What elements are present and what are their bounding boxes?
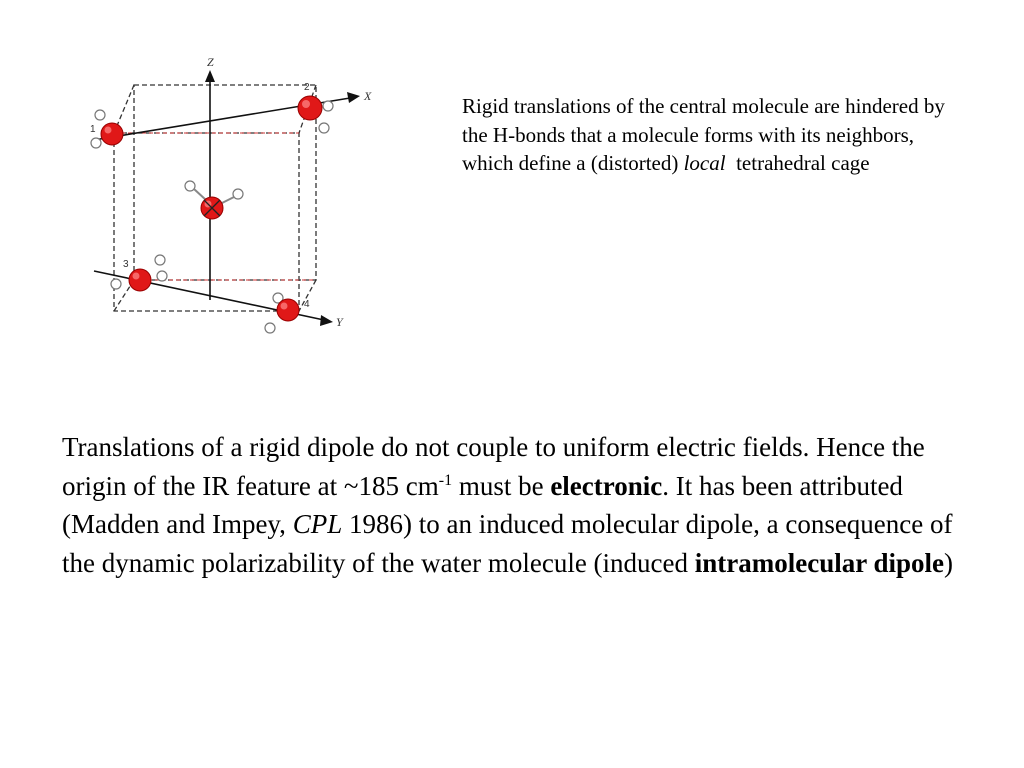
body-text-5: ) bbox=[944, 547, 954, 578]
x-axis bbox=[94, 89, 372, 140]
italic-cpl: CPL bbox=[292, 509, 343, 539]
body-text-2: must be bbox=[452, 470, 551, 501]
molecule-number-2: 2 bbox=[304, 82, 310, 93]
figure-caption bbox=[462, 92, 962, 178]
central-water-molecule bbox=[185, 181, 243, 219]
body-text-1: Translations of a rigid dipole do not couple to uniform electric fields. Hence the origin of the IR feature at ~185 cm bbox=[62, 432, 925, 501]
y-axis-label: Y bbox=[336, 315, 343, 329]
water-molecule-4 bbox=[265, 293, 310, 333]
cm-superscript: -1 bbox=[438, 471, 453, 489]
bold-electronic: electronic bbox=[550, 470, 663, 501]
molecule-number-1: 1 bbox=[90, 124, 96, 135]
molecule-number-4: 4 bbox=[304, 299, 310, 310]
body-text-4: 1986) to an induced molecular dipole, a consequence of the dynamic polarizability of the water molecule (induced bbox=[62, 509, 953, 578]
z-axis-label: Z bbox=[207, 55, 214, 69]
caption-text-end: tetrahedral cage bbox=[736, 151, 870, 175]
caption-text: Rigid translations of the central molecule are hindered by the H-bonds that a molecule forms with its neighbors, which define a (distorted) bbox=[462, 94, 945, 175]
caption-italic-local: local bbox=[683, 151, 726, 175]
body-text-3: . It has been attributed (Madden and Impey, bbox=[62, 470, 903, 539]
tetrahedral-cage-figure bbox=[80, 48, 390, 348]
molecule-number-3: 3 bbox=[123, 259, 129, 270]
water-molecule-1 bbox=[90, 110, 123, 148]
bold-intramolecular-dipole: intramolecular dipole bbox=[694, 547, 945, 578]
water-molecule-3 bbox=[111, 255, 167, 291]
x-axis-label: X bbox=[364, 89, 372, 103]
z-axis bbox=[205, 55, 215, 300]
body-paragraph bbox=[62, 428, 982, 582]
